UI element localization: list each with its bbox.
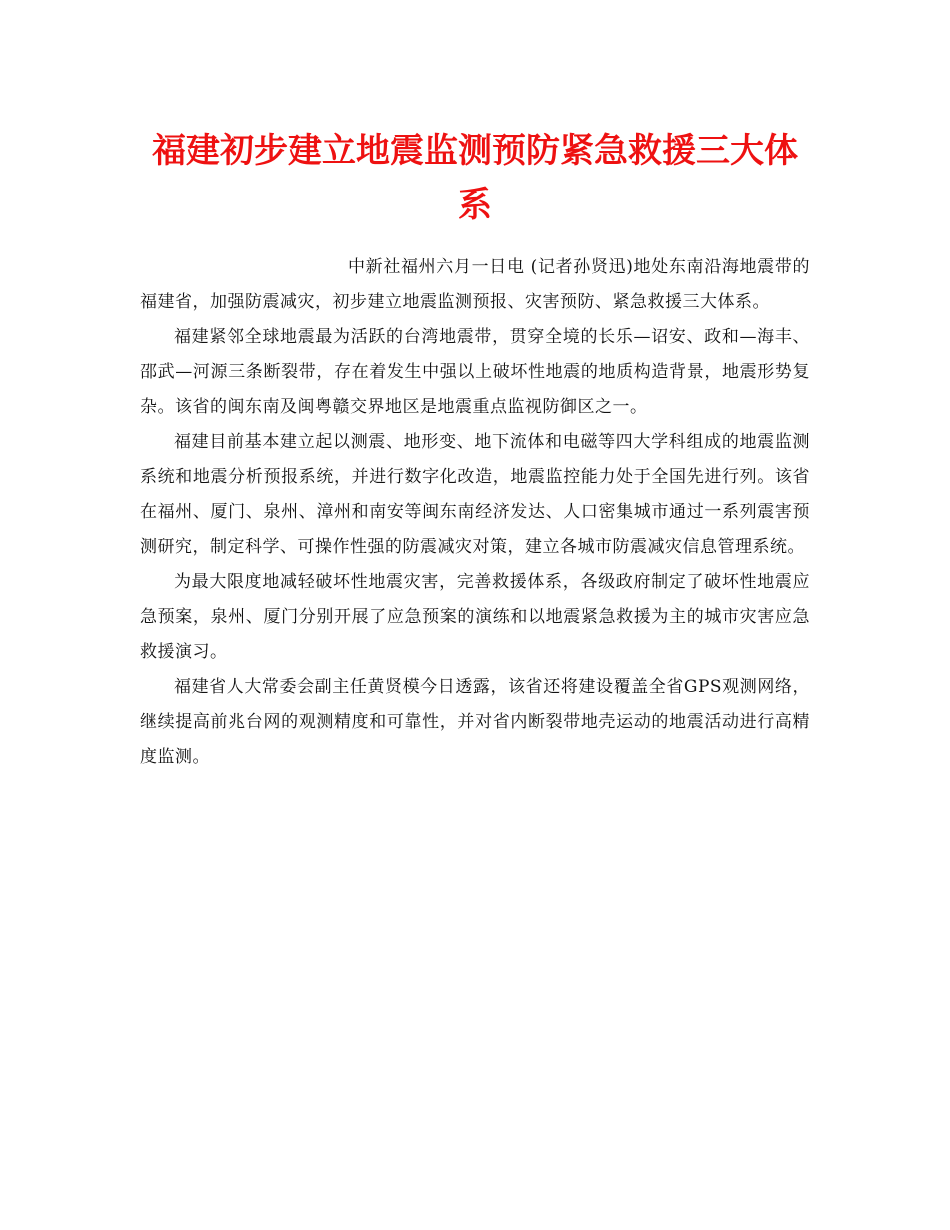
paragraph-3: 福建目前基本建立起以测震、地形变、地下流体和电磁等四大学科组成的地震监测系统和地震分析预报系统，并进行数字化改造，地震监控能力处于全国先进行列。该省在福州、厦门、泉州、漳州和南安等闽东南经济发达、人口密集城市通过一系列震害预测研究，制定科学、可操作性强的防震减灾对策，建立各城市防震减灾信息管理系统。 bbox=[140, 432, 810, 557]
paragraph-dateline: 中新社福州六月一日电 (记者孙贤迅)地处东南沿海地震带的福建省，加强防震减灾，初步建立地震监测预报、灾害预防、紧急救援三大体系。 bbox=[140, 257, 810, 312]
paragraph-5: 福建省人大常委会副主任黄贤模今日透露，该省还将建设覆盖全省GPS观测网络，继续提高前兆台网的观测精度和可靠性，并对省内断裂带地壳运动的地震活动进行高精度监测。 bbox=[140, 677, 810, 767]
paragraph-2: 福建紧邻全球地震最为活跃的台湾地震带，贯穿全境的长乐—诏安、政和—海丰、邵武—河源三条断裂带，存在着发生中强以上破坏性地震的地质构造背景，地震形势复杂。该省的闽东南及闽粤赣交界地区是地震重点监视防御区之一。 bbox=[140, 327, 810, 417]
paragraph-4: 为最大限度地减轻破坏性地震灾害，完善救援体系，各级政府制定了破坏性地震应急预案，泉州、厦门分别开展了应急预案的演练和以地震紧急救援为主的城市灾害应急救援演习。 bbox=[140, 572, 810, 662]
document-title: 福建初步建立地震监测预防紧急救援三大体系 bbox=[152, 131, 798, 225]
document-body bbox=[140, 250, 810, 775]
